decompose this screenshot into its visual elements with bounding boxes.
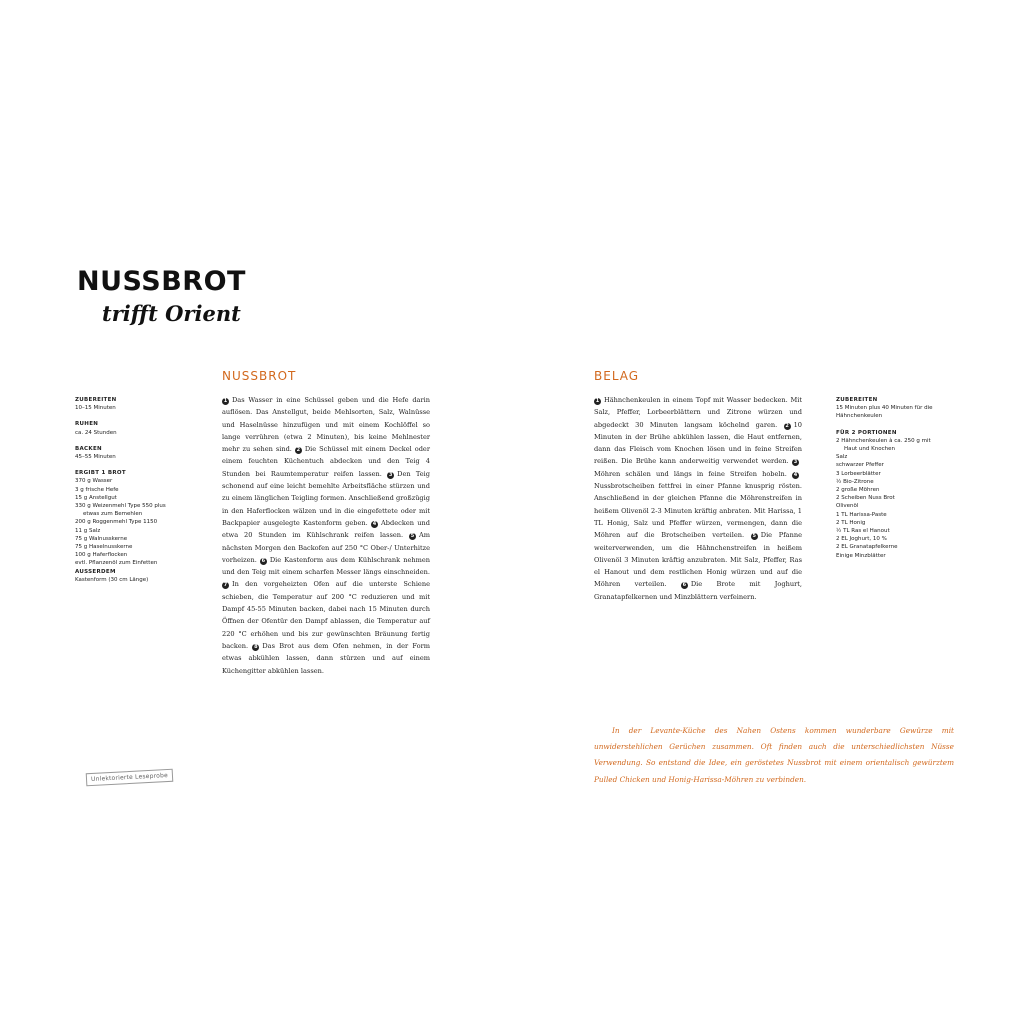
- recipe-title: NUSSBROT: [77, 266, 246, 297]
- step-text: Die Pfanne weiterverwenden, um die Hähnchenstreifen in heißem Olivenöl 3 Minuten kräftig anzubraten. Mit Salz, Pfeffer, Ras el Hanout und dem restlichen Honig würzen und auf die Möhren verteilen.: [594, 531, 802, 589]
- ingredient-line: 75 g Walnusskerne: [75, 535, 128, 542]
- ingredient-line: ½ Bio-Zitrone: [836, 478, 874, 485]
- step-number-icon: 3: [793, 459, 798, 466]
- ingredient-line: Haut und Knochen: [844, 446, 895, 453]
- ingredient-group-label: FÜR 2 PORTIONEN: [836, 429, 897, 436]
- step-text: In den vorgeheizten Ofen auf die unterste Schiene schieben, die Temperatur auf 200 °C reduzieren und mit Dampf 45-55 Minuten backen, dabei nach 15 Minuten durch Öffnen der Ofentür den Dampf ablassen, die Temperatur auf 220 °C erhöhen und bis zur gewünschten Bräunung fertig backen.: [222, 580, 430, 650]
- ingredient-line: Salz: [836, 454, 848, 461]
- belag-ingredients: [836, 396, 946, 560]
- step-number-icon: 6: [682, 582, 687, 589]
- ingredient-line: 15 Minuten plus 40 Minuten für die Hähnchenkeulen: [836, 405, 933, 420]
- step-number-icon: 7: [223, 582, 228, 589]
- step-number-icon: 5: [752, 533, 757, 540]
- step-number-icon: 1: [223, 398, 228, 404]
- step-text: Den Teig schonend auf eine leicht bemehlte Arbeitsfläche stürzen und zu einem länglichen Teigling formen. Anschließend großzügig in den Haferflocken wälzen und in die eingefettete oder mit Backpapier ausgelegte Kastenform geben.: [222, 469, 431, 527]
- step-text: Am nächsten Morgen den Backofen auf 250 °C Ober-/ Unterhitze vorheizen.: [222, 531, 430, 564]
- ingredient-group-label: ZUBEREITEN: [836, 397, 878, 403]
- recipe-subtitle: trifft Orient: [102, 301, 241, 326]
- ingredient-line: 2 EL Joghurt, 10 %: [836, 536, 887, 543]
- nussbrot-heading: NUSSBROT: [222, 369, 297, 383]
- nussbrot-steps: [222, 394, 430, 677]
- ingredient-line: 330 g Weizenmehl Type 550 plus: [75, 503, 166, 510]
- ingredient-line: 100 g Haferflocken: [75, 552, 128, 559]
- ingredient-line: 3 g frische Hefe: [75, 486, 119, 493]
- ingredient-line: 2 Hähnchenkeulen à ca. 250 g mit: [836, 437, 931, 444]
- step-text: 10 Minuten in der Brühe abkühlen lassen, die Haut entfernen, dann das Fleisch vom Knochen lösen und in feine Streifen reißen. Die Brühe kann anderweitig verwendet werden.: [594, 420, 802, 466]
- ingredient-line: 200 g Roggenmehl Type 1150: [75, 519, 158, 526]
- step-text: Die Kastenform aus dem Kühlschrank nehmen und den Teig mit einem scharfen Messer längs einschneiden.: [222, 555, 430, 577]
- step-item: [222, 580, 430, 649]
- intro-paragraph: In der Levante-Küche des Nahen Ostens kommen wunderbare Gewürze mit unwiderstehlichen Gerüchen zusammen. Oft finden auch die unterschiedlichsten Nüsse Verwendung. So entstand die Idee, ein geröstetes Nussbrot mit einem orientalisch gewürztem Pulled Chicken und Honig-Harissa-Möhren zu verbinden.: [594, 726, 954, 784]
- step-text: Hähnchenkeulen in einem Topf mit Wasser bedecken. Mit Salz, Pfeffer, Lorbeerblättern und Zitrone würzen und abgedeckt 30 Minuten langsam köchelnd garen.: [594, 396, 802, 429]
- ingredient-line: evtl. Pflanzenöl zum Einfetten: [75, 560, 158, 567]
- step-item: [222, 642, 430, 675]
- step-number-icon: 5: [410, 533, 415, 540]
- ingredient-group-label: BACKEN: [75, 445, 102, 452]
- ingredient-group-label: AUSSERDEM: [75, 568, 116, 575]
- step-item: [594, 470, 802, 539]
- step-number-icon: 2: [785, 422, 789, 429]
- belag-heading: BELAG: [594, 369, 640, 383]
- ingredient-group-label: ERGIBT 1 BROT: [75, 470, 126, 477]
- ingredient-line: Olivenöl: [836, 503, 859, 510]
- ingredient-group-label: ZUBEREITEN: [75, 397, 117, 403]
- step-number-icon: 2: [296, 447, 301, 454]
- step-text: Nussbrotscheiben fettfrei in einer Pfanne knusprig rösten. Anschließend in der gleichen Pfanne die Möhrenstreifen in heißem Olivenöl 2-3 Minuten kräftig anbraten. Mit Harissa, 1 TL Honig, Salz und Pfeffer würzen, vermengen, dann die Möhren auf die Brotscheiben verteilen.: [594, 482, 802, 540]
- ingredient-line: 2 große Möhren: [836, 487, 880, 494]
- ingredient-line: 15 g Anstellgut: [75, 494, 117, 501]
- belag-steps: [594, 394, 802, 603]
- step-number-icon: 8: [254, 643, 258, 650]
- ingredient-line: Einige Minzblätter: [836, 552, 886, 559]
- step-text: Das Wasser in eine Schüssel geben und die Hefe darin auflösen. Das Anstellgut, beide Mehlsorten, Salz, Walnüsse und Haselnüsse hinzufügen und mit einem Kochlöffel so lange verrühren (etwa 2 Minuten), bis keine Mehlnester mehr zu sehen sind.: [222, 396, 430, 454]
- step-number-icon: 3: [388, 471, 393, 478]
- nussbrot-ingredients: [75, 396, 185, 584]
- ingredient-line: 1 TL Harissa-Paste: [836, 511, 887, 518]
- step-number-icon: 4: [793, 471, 798, 478]
- step-number-icon: 1: [595, 398, 600, 404]
- step-text: Die Brote mit Joghurt, Granatapfelkernen und Minzblättern verfeinern.: [594, 580, 802, 601]
- ingredient-line: 45–55 Minuten: [75, 454, 116, 461]
- ingredient-line: 2 EL Granatapfelkerne: [836, 544, 898, 551]
- ingredient-line: ½ TL Ras el Hanout: [836, 528, 890, 535]
- ingredient-line: 75 g Haselnusskerne: [75, 544, 133, 551]
- ingredient-line: 370 g Wasser: [75, 478, 113, 485]
- step-text: Die Schüssel mit einem Deckel oder einem feuchten Küchentuch abdecken und den Teig 4 Stunden bei Raumtemperatur reifen lassen.: [222, 445, 430, 478]
- ingredient-line: ca. 24 Stunden: [75, 429, 117, 436]
- step-text: Das Brot aus dem Ofen nehmen, in der Form etwas abkühlen lassen, dann stürzen und auf einem Küchengitter abkühlen lassen.: [222, 641, 431, 675]
- ingredient-line: schwarzer Pfeffer: [836, 462, 884, 469]
- step-text: Möhren schälen und längs in feine Streifen hobeln.: [594, 469, 792, 478]
- ingredient-line: 3 Lorbeerblätter: [836, 470, 881, 477]
- step-number-icon: 6: [261, 557, 266, 564]
- ingredient-group-label: RUHEN: [75, 421, 99, 428]
- ingredient-line: 10–15 Minuten: [75, 405, 116, 412]
- step-number-icon: 4: [372, 520, 377, 527]
- ingredient-line: 11 g Salz: [75, 527, 101, 534]
- ingredient-line: 2 TL Honig: [836, 519, 866, 526]
- ingredient-line: 2 Scheiben Nuss Brot: [836, 495, 895, 502]
- step-item: [594, 396, 802, 429]
- step-text: Abdecken und etwa 20 Stunden im Kühlschrank reifen lassen.: [222, 518, 430, 540]
- review-stamp: Unlektorierte Leseprobe: [86, 769, 174, 787]
- ingredient-line: Kastenform (30 cm Länge): [75, 576, 149, 583]
- ingredient-line: etwas zum Bemehlen: [83, 511, 143, 518]
